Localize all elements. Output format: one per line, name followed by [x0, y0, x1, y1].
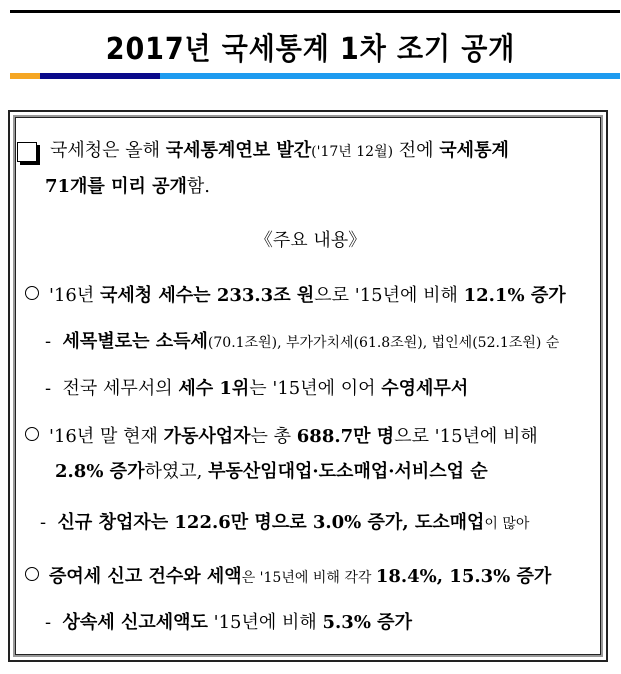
list-item: '16년 말 현재 가동사업자는 총 688.7만 명으로 '15년에 비해: [25, 424, 538, 450]
dash-bullet: -: [45, 331, 52, 352]
bar-segment-navy: [40, 73, 160, 79]
list-item-continuation: 2.8% 증가하였고, 부동산임대업·도소매업·서비스업 순: [55, 461, 488, 482]
list-item: - 전국 세무서의 세수 1위는 '15년에 이어 수영세무서: [45, 378, 469, 399]
title-underline-bar: [10, 73, 620, 79]
dash-bullet: -: [45, 378, 52, 399]
dash-bullet: -: [40, 512, 47, 533]
list-item: '16년 국세청 세수는 233.3조 원으로 '15년에 비해 12.1% 증가: [25, 283, 566, 309]
section-heading: 《주요 내용》: [254, 230, 367, 251]
dash-bullet: -: [45, 612, 52, 633]
list-item: - 세목별로는 소득세(70.1조원), 부가가치세(61.8조원), 법인세(52.1조원) 순: [45, 331, 560, 352]
circle-bullet-icon: [25, 286, 39, 300]
bar-segment-lightblue: [160, 73, 620, 79]
list-item: 증여세 신고 건수와 세액은 '15년에 비해 각각 18.4%, 15.3% 증가: [25, 564, 551, 591]
circle-bullet-icon: [25, 567, 39, 581]
list-item: - 신규 창업자는 122.6만 명으로 3.0% 증가, 도소매업이 많아: [40, 512, 530, 533]
intro-line-1: 국세청은 올해 국세통계연보 발간('17년 12월) 전에 국세통계: [50, 140, 509, 161]
checkbox-square-icon: [17, 142, 37, 162]
top-rule: [10, 10, 620, 13]
circle-bullet-icon: [25, 427, 39, 441]
bar-segment-orange: [10, 73, 40, 79]
list-item: - 상속세 신고세액도 '15년에 비해 5.3% 증가: [45, 612, 412, 633]
intro-line-2: 71개를 미리 공개함.: [45, 176, 211, 197]
page-title: 2017년 국세통계 1차 조기 공개: [105, 32, 516, 67]
